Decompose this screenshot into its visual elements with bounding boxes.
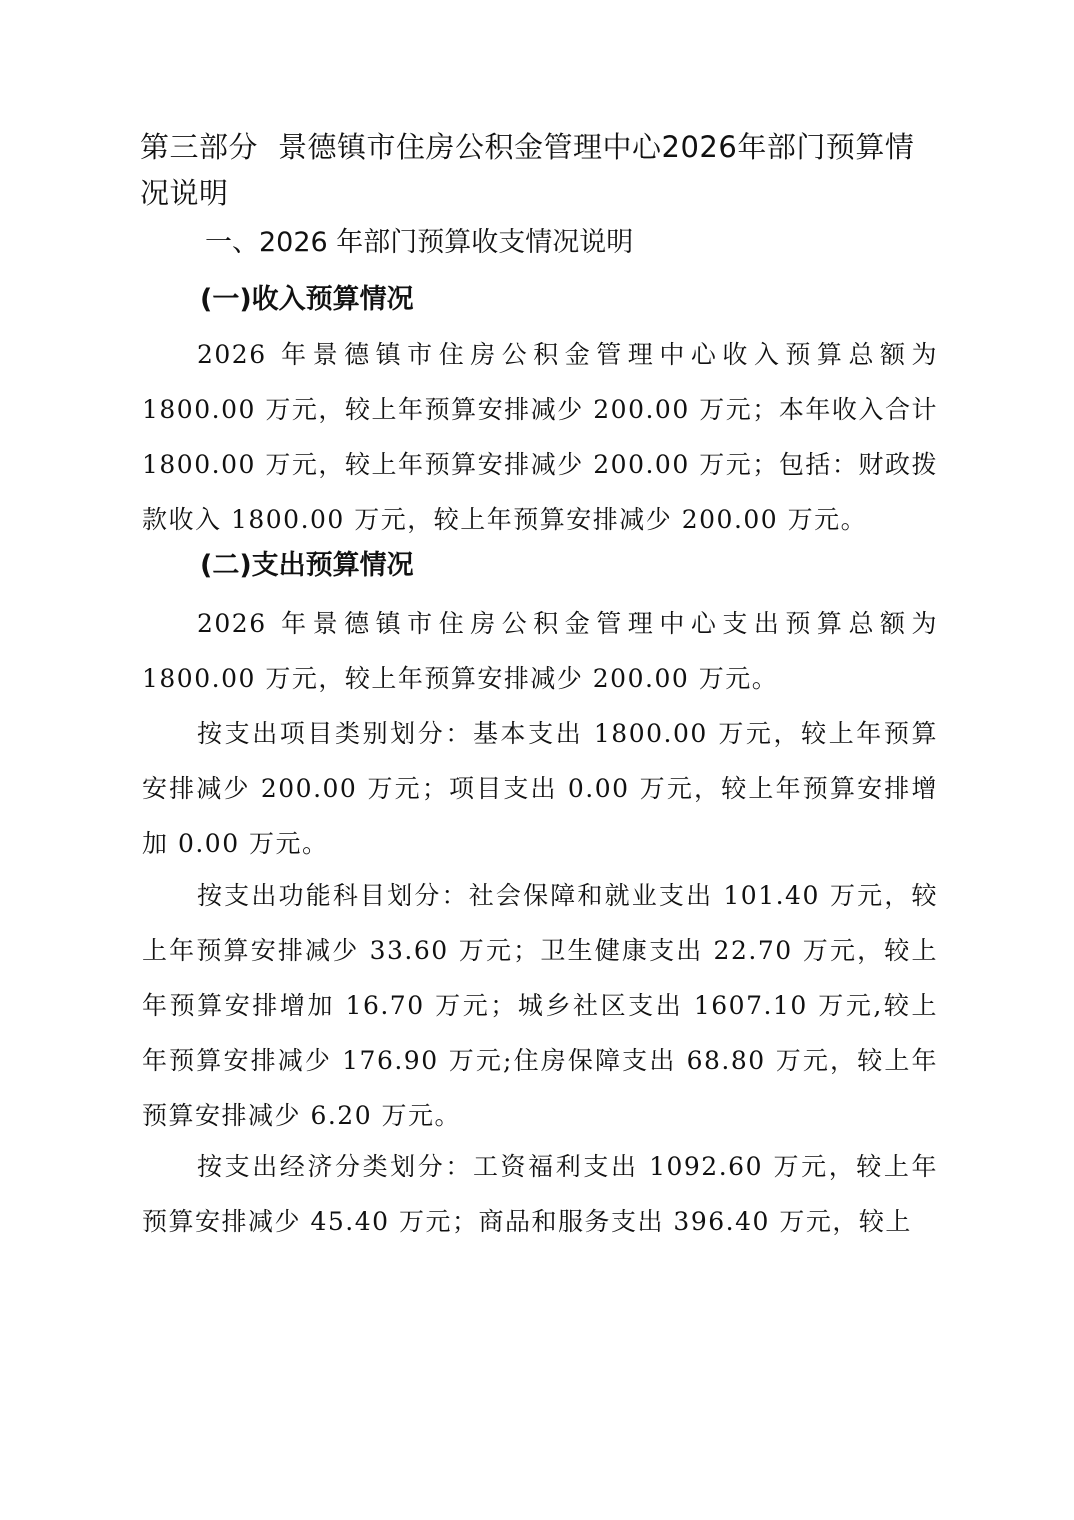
subheading-income-budget: (一)收入预算情况 [200,284,414,315]
section-heading-income-expense: 一、2026 年部门预算收支情况说明 [205,227,634,258]
paragraph-expense-by-function: 按支出功能科目划分：社会保障和就业支出 101.40 万元，较上年预算安排减少 33.60 万元；卫生健康支出 22.70 万元，较上年预算安排增加 16.70 万元；城乡社区支出 1607.10 万元,较上年预算安排减少 176.90 万元;住房保障支出 68.80 万元，较上年预算安排减少 6.20 万元。 [142,881,938,1130]
paragraph-income-budget: 2026 年景德镇市住房公积金管理中心收入预算总额为 1800.00 万元，较上年预算安排减少 200.00 万元；本年收入合计 1800.00 万元，较上年预算安排减少 200.00 万元；包括：财政拨款收入 1800.00 万元，较上年预算安排减少 200.00 万元。 [142,340,938,534]
paragraph-expense-by-economic: 按支出经济分类划分：工资福利支出 1092.60 万元，较上年预算安排减少 45.40 万元；商品和服务支出 396.40 万元，较上 [142,1152,938,1236]
paragraph-expense-by-project: 按支出项目类别划分：基本支出 1800.00 万元，较上年预算安排减少 200.00 万元；项目支出 0.00 万元，较上年预算安排增加 0.00 万元。 [142,719,938,858]
title-main-text: 景德镇市住房公积金管理中心2026年部门预算情况说明 [140,130,915,210]
title-part-label: 第三部分 [140,130,259,164]
paragraph-expense-budget: 2026 年景德镇市住房公积金管理中心支出预算总额为 1800.00 万元，较上年预算安排减少 200.00 万元。 [142,609,938,693]
subheading-expense-budget: (二)支出预算情况 [200,550,414,581]
document-title [140,124,940,216]
